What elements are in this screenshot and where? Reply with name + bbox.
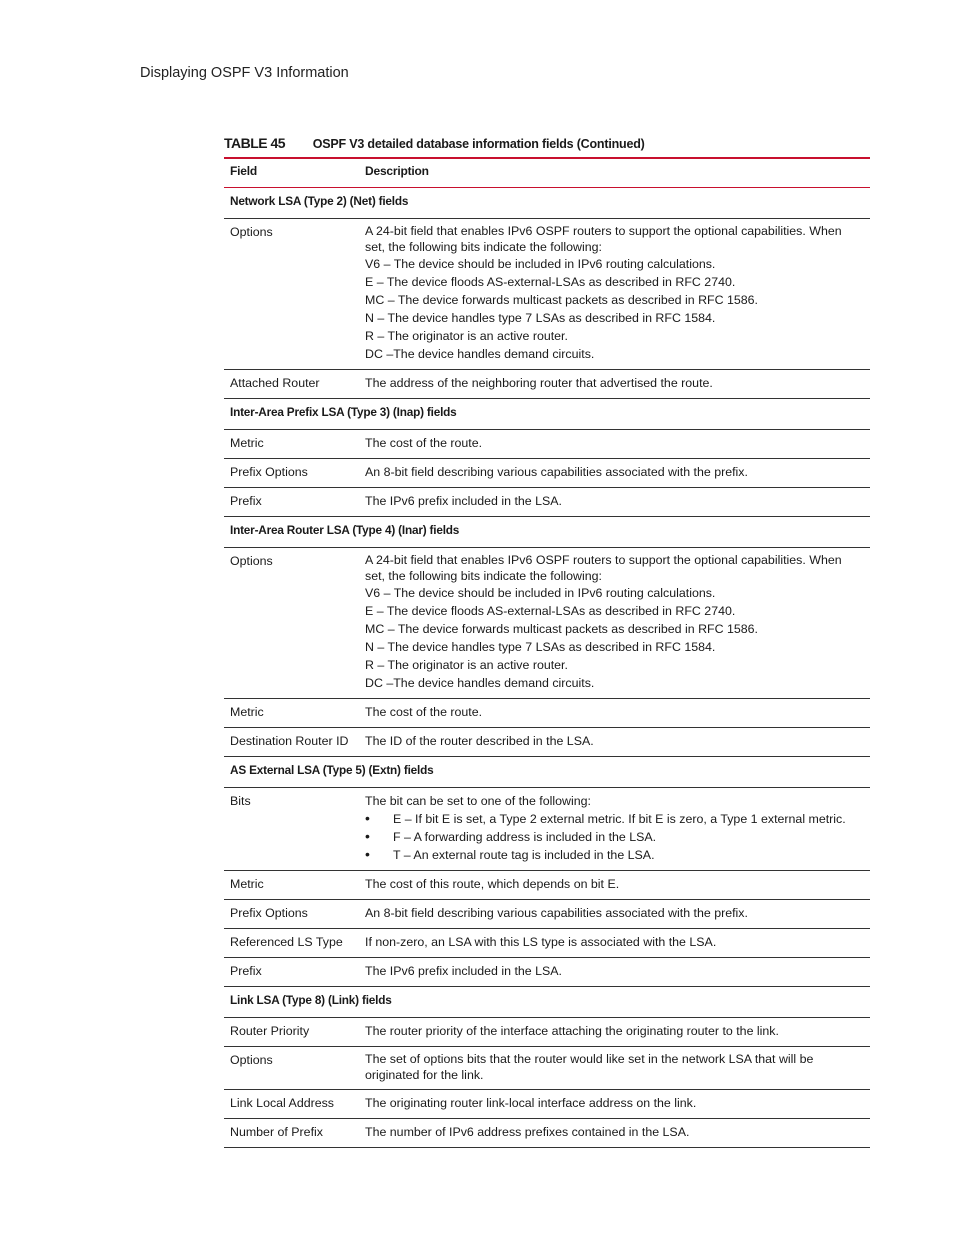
description-line: MC – The device forwards multicast packets as described in RFC 1586. bbox=[365, 622, 758, 636]
description-line: R – The originator is an active router. bbox=[365, 329, 568, 343]
field-name: Bits bbox=[230, 794, 251, 808]
running-head: Displaying OSPF V3 Information bbox=[140, 65, 349, 81]
field-name: Prefix bbox=[230, 494, 262, 508]
description-line: A 24-bit field that enables IPv6 OSPF routers to support the optional capabilities. When set, the following bits indicate the following: bbox=[365, 224, 842, 254]
description-line: R – The originator is an active router. bbox=[365, 658, 568, 672]
field-description bbox=[359, 219, 870, 369]
field-description bbox=[359, 871, 870, 899]
description-line: DC –The device handles demand circuits. bbox=[365, 347, 595, 361]
table-header-row bbox=[224, 159, 870, 188]
field-name: Metric bbox=[230, 705, 264, 719]
section-heading: Inter-Area Router LSA (Type 4) (Inar) fields bbox=[224, 517, 870, 548]
table-row bbox=[224, 1047, 870, 1090]
section-heading: AS External LSA (Type 5) (Extn) fields bbox=[224, 757, 870, 788]
field-name: Prefix Options bbox=[230, 906, 308, 920]
field-name: Options bbox=[230, 225, 273, 239]
section-heading: Link LSA (Type 8) (Link) fields bbox=[224, 987, 870, 1018]
description-line: The ID of the router described in the LSA. bbox=[365, 734, 594, 748]
table-row bbox=[224, 728, 870, 757]
field-description bbox=[359, 929, 870, 957]
description-line: V6 – The device should be included in IPv6 routing calculations. bbox=[365, 586, 716, 600]
description-line: If non-zero, an LSA with this LS type is associated with the LSA. bbox=[365, 935, 717, 949]
field-name: Metric bbox=[230, 436, 264, 450]
description-bullet: • F – A forwarding address is included in the LSA. bbox=[365, 828, 864, 846]
field-description bbox=[359, 459, 870, 487]
table-row bbox=[224, 958, 870, 987]
field-description bbox=[359, 900, 870, 928]
field-description bbox=[359, 788, 870, 870]
description-line: An 8-bit field describing various capabilities associated with the prefix. bbox=[365, 906, 748, 920]
field-description bbox=[359, 370, 870, 398]
section-heading: Inter-Area Prefix LSA (Type 3) (Inap) fields bbox=[224, 399, 870, 430]
description-bullet: • T – An external route tag is included in the LSA. bbox=[365, 846, 864, 864]
field-description bbox=[359, 488, 870, 516]
description-line: The address of the neighboring router that advertised the route. bbox=[365, 376, 713, 390]
table-number: TABLE 45 bbox=[224, 135, 286, 151]
table-row bbox=[224, 430, 870, 459]
table-row bbox=[224, 699, 870, 728]
fields-table bbox=[224, 157, 870, 1148]
table-row bbox=[224, 1018, 870, 1047]
field-description bbox=[359, 548, 870, 698]
table-row bbox=[224, 459, 870, 488]
field-description bbox=[359, 1018, 870, 1046]
description-line: DC –The device handles demand circuits. bbox=[365, 676, 595, 690]
table-row bbox=[224, 219, 870, 370]
field-name: Options bbox=[230, 1053, 273, 1067]
section-heading: Network LSA (Type 2) (Net) fields bbox=[224, 188, 870, 219]
description-line: The cost of the route. bbox=[365, 705, 483, 719]
description-line: A 24-bit field that enables IPv6 OSPF routers to support the optional capabilities. When set, the following bits indicate the following: bbox=[365, 553, 842, 583]
description-line: E – The device floods AS-external-LSAs as described in RFC 2740. bbox=[365, 604, 736, 618]
description-line: The IPv6 prefix included in the LSA. bbox=[365, 494, 562, 508]
table-row bbox=[224, 1090, 870, 1119]
description-line: An 8-bit field describing various capabilities associated with the prefix. bbox=[365, 465, 748, 479]
table-caption bbox=[224, 135, 870, 151]
field-description bbox=[359, 699, 870, 727]
description-line: N – The device handles type 7 LSAs as described in RFC 1584. bbox=[365, 640, 716, 654]
table-row bbox=[224, 548, 870, 699]
field-description bbox=[359, 728, 870, 756]
description-line: The originating router link-local interface address on the link. bbox=[365, 1096, 697, 1110]
table-row bbox=[224, 370, 870, 399]
field-name: Prefix bbox=[230, 964, 262, 978]
header-field: Field bbox=[230, 164, 258, 178]
field-name: Referenced LS Type bbox=[230, 935, 343, 949]
field-description bbox=[359, 1119, 870, 1147]
description-line: The router priority of the interface attaching the originating router to the link. bbox=[365, 1024, 779, 1038]
field-description bbox=[359, 1090, 870, 1118]
table-title: OSPF V3 detailed database information fields (Continued) bbox=[312, 137, 645, 151]
field-description bbox=[359, 958, 870, 986]
description-line: The bit can be set to one of the following: bbox=[365, 794, 591, 808]
table-row bbox=[224, 871, 870, 900]
description-line: MC – The device forwards multicast packets as described in RFC 1586. bbox=[365, 293, 758, 307]
description-bullet: • E – If bit E is set, a Type 2 external metric. If bit E is zero, a Type 1 external metric. bbox=[365, 810, 864, 828]
table-row bbox=[224, 929, 870, 958]
table-row bbox=[224, 900, 870, 929]
table-row bbox=[224, 488, 870, 517]
field-name: Number of Prefix bbox=[230, 1125, 323, 1139]
field-name: Metric bbox=[230, 877, 264, 891]
description-line: N – The device handles type 7 LSAs as described in RFC 1584. bbox=[365, 311, 716, 325]
field-name: Options bbox=[230, 554, 273, 568]
field-name: Attached Router bbox=[230, 376, 320, 390]
header-description: Description bbox=[365, 164, 429, 178]
table-row bbox=[224, 1119, 870, 1148]
description-line: The IPv6 prefix included in the LSA. bbox=[365, 964, 562, 978]
description-line: The set of options bits that the router would like set in the network LSA that will be originated for the link. bbox=[365, 1052, 814, 1082]
field-description bbox=[359, 430, 870, 458]
field-name: Router Priority bbox=[230, 1024, 310, 1038]
description-line: The number of IPv6 address prefixes contained in the LSA. bbox=[365, 1125, 690, 1139]
description-line: The cost of this route, which depends on bit E. bbox=[365, 877, 620, 891]
field-description bbox=[359, 1047, 870, 1089]
field-name: Prefix Options bbox=[230, 465, 308, 479]
field-name: Link Local Address bbox=[230, 1096, 335, 1110]
description-line: V6 – The device should be included in IPv6 routing calculations. bbox=[365, 257, 716, 271]
description-line: The cost of the route. bbox=[365, 436, 483, 450]
description-line: E – The device floods AS-external-LSAs as described in RFC 2740. bbox=[365, 275, 736, 289]
field-name: Destination Router ID bbox=[230, 734, 349, 748]
table-row bbox=[224, 788, 870, 871]
